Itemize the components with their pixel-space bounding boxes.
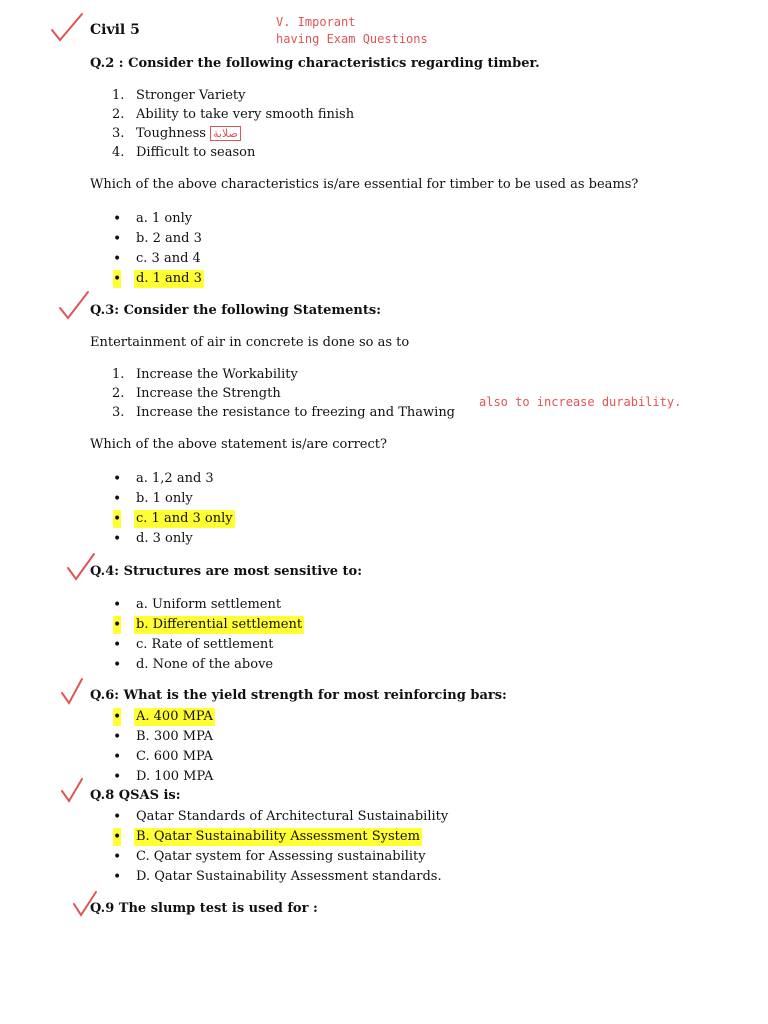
header-note: [276, 14, 428, 48]
option-item: [0, 868, 700, 888]
header-note-line-1: V. Imporant: [276, 15, 356, 29]
bullet: •: [113, 617, 122, 633]
item-text: Increase the Workability: [136, 367, 298, 382]
option-item: [0, 210, 700, 230]
question-4: Q.4: Structures are most sensitive to:: [90, 564, 363, 579]
bullet: •: [113, 829, 122, 845]
option-item: [0, 250, 700, 270]
option-item-highlighted: [0, 510, 700, 530]
check-mark-icon: [60, 677, 94, 707]
option-text: Qatar Standards of Architectural Sustainability: [136, 809, 449, 824]
question-2: Q.2 : Consider the following characteristics regarding timber.: [90, 56, 540, 71]
bullet: •: [113, 511, 122, 527]
bullet: •: [113, 709, 122, 725]
bullet: •: [113, 729, 122, 745]
item-text: Increase the Strength: [136, 386, 281, 401]
bullet: •: [113, 749, 122, 765]
list-item: [0, 404, 470, 424]
option-text: b. 2 and 3: [136, 231, 202, 246]
option-text: b. Differential settlement: [136, 617, 303, 632]
item-number: 4.: [112, 145, 125, 160]
list-item: [0, 144, 700, 164]
option-text: D. 100 MPA: [136, 769, 214, 784]
list-item: [0, 385, 470, 405]
bullet: •: [113, 869, 122, 885]
bullet: •: [113, 657, 122, 673]
question-3: Q.3: Consider the following Statements:: [90, 303, 381, 318]
bullet: •: [113, 211, 122, 227]
option-item: [0, 470, 700, 490]
side-note: also to increase durability.: [479, 395, 682, 409]
item-text: Ability to take very smooth finish: [136, 107, 355, 122]
option-item-highlighted: [0, 616, 700, 636]
bullet: •: [113, 637, 122, 653]
list-item: [0, 125, 700, 145]
option-item: [0, 656, 700, 676]
option-text: c. Rate of settlement: [136, 637, 274, 652]
option-text: d. None of the above: [136, 657, 274, 672]
header-note-line-2: having Exam Questions: [276, 32, 428, 46]
option-item: [0, 636, 700, 656]
item-number: 2.: [112, 386, 125, 401]
question-prompt: Which of the above statement is/are correct?: [90, 437, 387, 452]
bullet: •: [113, 531, 122, 547]
option-item: [0, 768, 700, 788]
bullet: •: [113, 251, 122, 267]
bullet: •: [113, 491, 122, 507]
check-mark-icon: [60, 777, 94, 807]
item-text-group: [136, 125, 241, 143]
list-item: [0, 106, 700, 126]
option-item: [0, 748, 700, 768]
question-intro: Entertainment of air in concrete is done so as to: [90, 335, 410, 350]
question-9: Q.9 The slump test is used for :: [90, 901, 318, 916]
option-item: [0, 808, 700, 828]
check-mark-icon: [58, 290, 92, 320]
option-text: C. 600 MPA: [136, 749, 213, 764]
bullet: •: [113, 271, 122, 287]
option-item: [0, 728, 700, 748]
option-text: d. 1 and 3: [136, 271, 202, 286]
item-text: Stronger Variety: [136, 88, 246, 103]
item-text: Toughness: [136, 126, 206, 141]
bullet: •: [113, 597, 122, 613]
option-text: A. 400 MPA: [136, 709, 213, 724]
option-item: [0, 530, 700, 550]
item-text: Increase the resistance to freezing and Thawing: [136, 405, 456, 420]
item-text: Difficult to season: [136, 145, 256, 160]
question-8: Q.8 QSAS is:: [90, 788, 181, 803]
arabic-translation-note: صلابة: [210, 126, 241, 141]
list-item: [0, 87, 700, 107]
option-item: [0, 596, 700, 616]
option-text: b. 1 only: [136, 491, 193, 506]
list-item: [0, 366, 470, 386]
option-text: B. Qatar Sustainability Assessment System: [136, 829, 420, 844]
bullet: •: [113, 849, 122, 865]
bullet: •: [113, 471, 122, 487]
question-6: Q.6: What is the yield strength for most reinforcing bars:: [90, 688, 507, 703]
question-prompt: Which of the above characteristics is/are essential for timber to be used as beams?: [90, 177, 639, 192]
item-number: 2.: [112, 107, 125, 122]
option-item-highlighted: [0, 828, 700, 848]
option-item: [0, 230, 700, 250]
bullet: •: [113, 231, 122, 247]
option-item-highlighted: [0, 708, 700, 728]
option-text: B. 300 MPA: [136, 729, 214, 744]
option-item: [0, 490, 700, 510]
option-text: d. 3 only: [136, 531, 193, 546]
item-number: 3.: [112, 405, 125, 420]
option-item-highlighted: [0, 270, 700, 290]
option-text: a. 1 only: [136, 211, 193, 226]
bullet: •: [113, 809, 122, 825]
option-item: [0, 848, 700, 868]
page-title: Civil 5: [90, 22, 140, 38]
check-mark-icon: [50, 12, 84, 42]
item-number: 1.: [112, 88, 125, 103]
option-text: c. 1 and 3 only: [136, 511, 233, 526]
item-number: 3.: [112, 126, 125, 141]
option-text: c. 3 and 4: [136, 251, 201, 266]
option-text: C. Qatar system for Assessing sustainability: [136, 849, 426, 864]
option-text: D. Qatar Sustainability Assessment standards.: [136, 869, 442, 884]
option-text: a. Uniform settlement: [136, 597, 282, 612]
option-text: a. 1,2 and 3: [136, 471, 214, 486]
item-number: 1.: [112, 367, 125, 382]
bullet: •: [113, 769, 122, 785]
